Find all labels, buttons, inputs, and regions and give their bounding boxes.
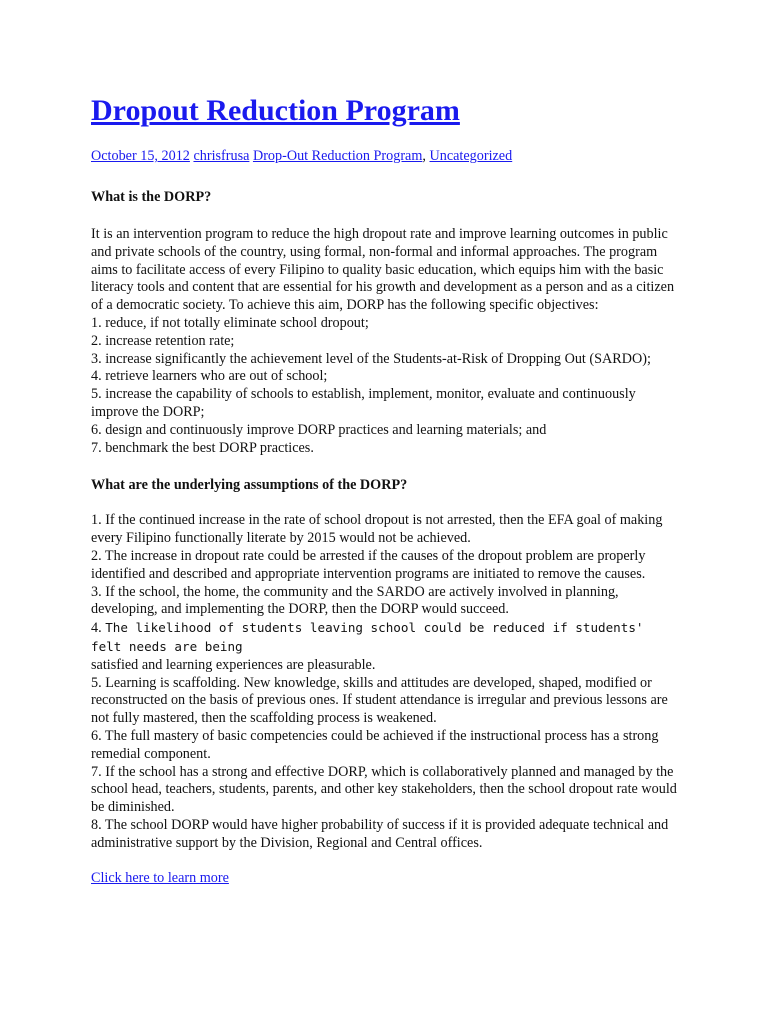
article-title [91, 88, 681, 134]
section-heading-what-is: What is the DORP? [91, 189, 212, 205]
assumption-item: 2. The increase in dropout rate could be arrested if the causes of the dropout problem are properly identified and described and appropriate intervention programs are initiated to remove the causes. [91, 547, 646, 582]
assumption-item: 7. If the school has a strong and effective DORP, which is collaboratively planned and managed by the school head, teachers, students, parents, and other key stakeholders, then the school dropout rate would be diminished. [91, 763, 677, 816]
post-author-link[interactable]: chrisfrusa [193, 148, 250, 164]
objective-item: 7. benchmark the best DORP practices. [91, 439, 314, 456]
assumption-item: 3. If the school, the home, the community and the SARDO are actively involved in planning, developing, and implementing the DORP, then the DORP would succeed. [91, 583, 619, 618]
assumption-item: 8. The school DORP would have higher probability of success if it is provided adequate technical and administrative support by the Division, Regional and Central offices. [91, 816, 669, 851]
article-title-link[interactable]: Dropout Reduction Program [91, 94, 460, 127]
learn-more-paragraph [91, 870, 681, 888]
assumption-4-continuation: satisfied and learning experiences are pleasurable. [91, 656, 376, 673]
category-link-dorp[interactable]: Drop-Out Reduction Program [252, 148, 423, 164]
objective-item: 3. increase significantly the achievement level of the Students-at-Risk of Dropping Out (SARDO); [91, 350, 651, 367]
assumption-item: 1. If the continued increase in the rate of school dropout is not arrested, then the EFA goal of making every Filipino functionally literate by 2015 would not be achieved. [91, 512, 663, 547]
assumption-item: 6. The full mastery of basic competencies could be achieved if the instructional process has a strong remedial component. [91, 727, 659, 762]
assumption-4-number: 4. [91, 620, 102, 637]
assumption-item-4 [91, 619, 681, 674]
learn-more-link[interactable]: Click here to learn more [91, 869, 229, 886]
assumption-4-mono-text: The likelihood of students leaving school could be reduced if students' felt needs are being [91, 620, 644, 654]
category-separator: , [422, 148, 426, 164]
article [91, 88, 681, 887]
intro-paragraph: It is an intervention program to reduce the high dropout rate and improve learning outcomes in public and private schools of the country, using formal, non-formal and informal approaches. The program aims to facilitate access of every Filipino to quality basic education, which equips him with the basic literacy tools and content that are essential for his growth and development as a person and as a citizen of a democratic society. To achieve this aim, DORP has the following specific objectives: [91, 226, 675, 314]
objective-item: 1. reduce, if not totally eliminate school dropout; [91, 314, 369, 331]
objective-item: 2. increase retention rate; [91, 332, 235, 349]
category-link-uncategorized[interactable]: Uncategorized [429, 148, 513, 164]
post-date-link[interactable]: October 15, 2012 [91, 148, 190, 164]
objective-item: 5. increase the capability of schools to establish, implement, monitor, evaluate and continuously improve the DORP; [91, 386, 636, 420]
assumption-item: 5. Learning is scaffolding. New knowledge, skills and attitudes are developed, shaped, modified or reconstructed on the basis of previous ones. If student attendance is irregular and previous lessons are not fully mastered, then the scaffolding process is weakened. [91, 674, 668, 727]
objective-item: 4. retrieve learners who are out of school; [91, 368, 328, 385]
post-meta [91, 146, 681, 166]
objective-item: 6. design and continuously improve DORP practices and learning materials; and [91, 421, 547, 438]
section-heading-assumptions: What are the underlying assumptions of the DORP? [91, 477, 408, 494]
